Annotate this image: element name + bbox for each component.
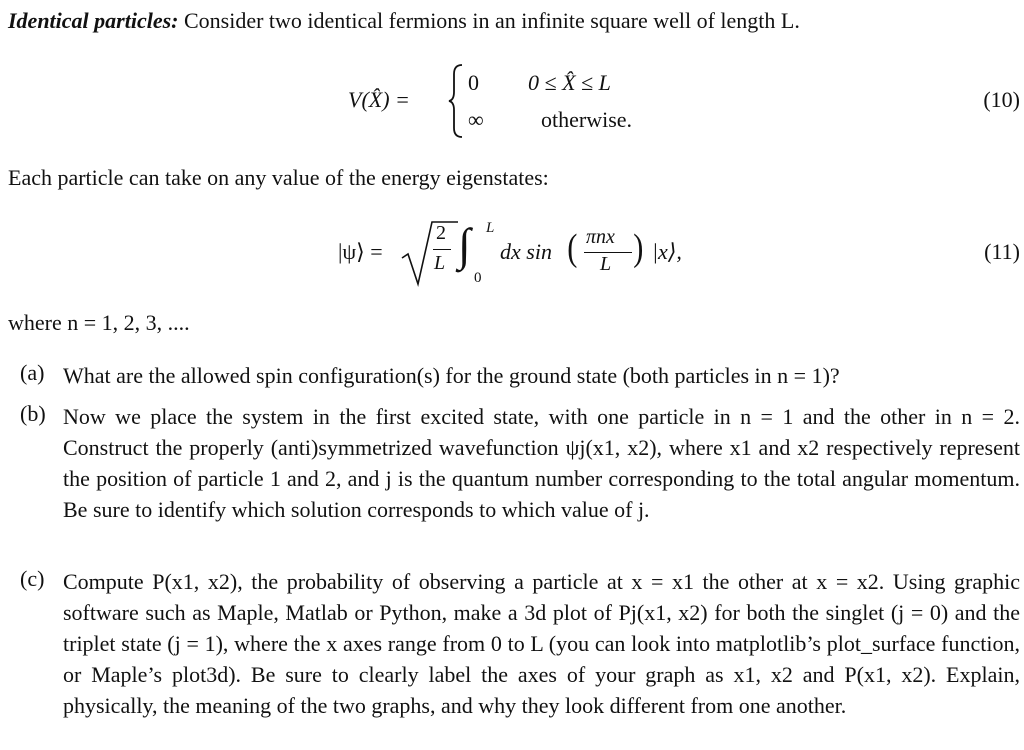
sentence-energy-eigenstates: Each particle can take on any value of the energy eigenstates: <box>8 165 549 190</box>
question-item-b <box>20 401 1020 561</box>
eq10-case1-value: 0 <box>468 70 479 95</box>
item-label: (a) <box>20 360 45 385</box>
item-label: (b) <box>20 401 46 426</box>
eq11-upper-limit: L <box>486 220 495 236</box>
intro-line <box>8 8 800 34</box>
eq11-frac-denominator: L <box>600 253 612 275</box>
eq11-sqrt-denominator: L <box>434 252 446 274</box>
eq11-ket: |x⟩, <box>652 239 682 264</box>
left-paren-icon: ( <box>567 227 578 269</box>
item-text: Compute P(x1, x2), the probability of observing a particle at x = x1 the other at x = x2. Using graphic software such as Maple, Matlab or Python, make a 3d plot of Pj(x1, x2) for both the singlet (j = 0) and the triplet state (j = 1), where the x axes range from 0 to L (you can look into matplotlib’s plot_surface function, or Maple’s plot3d). Be sure to clearly label the axes of your graph as x1, x2 and P(x1, x2). Explain, physically, the meaning of the two graphs, and why they look different from one another. <box>63 569 1020 718</box>
eq11-frac-numerator: πnx <box>586 226 615 248</box>
sqrt-fraction-bar <box>433 249 451 250</box>
eq10-case2-value: ∞ <box>468 107 484 132</box>
intro-text: Consider two identical fermions in an infinite square well of length L. <box>183 8 800 33</box>
eq11-body: dx sin <box>500 239 552 264</box>
eq10-number: (10) <box>983 87 1020 112</box>
eq11-sqrt-numerator: 2 <box>436 222 446 244</box>
eq11-integral-sign: ∫ <box>458 219 471 270</box>
item-text: What are the allowed spin configuration(s) for the ground state (both particles in n = 1)? <box>63 363 840 388</box>
intro-heading: Identical particles: <box>8 8 179 33</box>
eq11-lower-limit: 0 <box>474 270 482 286</box>
sqrt-sign-icon <box>400 218 460 288</box>
left-brace-icon <box>446 62 466 140</box>
eq10-case1-condition: 0 ≤ X̂ ≤ L <box>528 70 611 95</box>
right-paren-icon: ) <box>633 227 644 269</box>
eq11-lhs: |ψ⟩ = <box>338 239 383 264</box>
where-line: where n = 1, 2, 3, .... <box>8 310 190 335</box>
eq10-lhs: V(X̂) = <box>348 87 410 112</box>
eq11-number: (11) <box>984 239 1020 264</box>
question-item-c <box>20 566 1020 750</box>
eq10-case2-condition: otherwise. <box>541 107 633 132</box>
question-item-a <box>20 360 1020 392</box>
item-label: (c) <box>20 566 45 591</box>
item-text: Now we place the system in the first excited state, with one particle in n = 1 and the other in n = 2. Construct the properly (anti)symmetrized wavefunction ψj(x1, x2), where x1 and x2 respectively represent the position of particle 1 and 2, and j is the quantum number corresponding to the total angular momentum. Be sure to identify which solution corresponds to which value of j. <box>63 404 1020 522</box>
